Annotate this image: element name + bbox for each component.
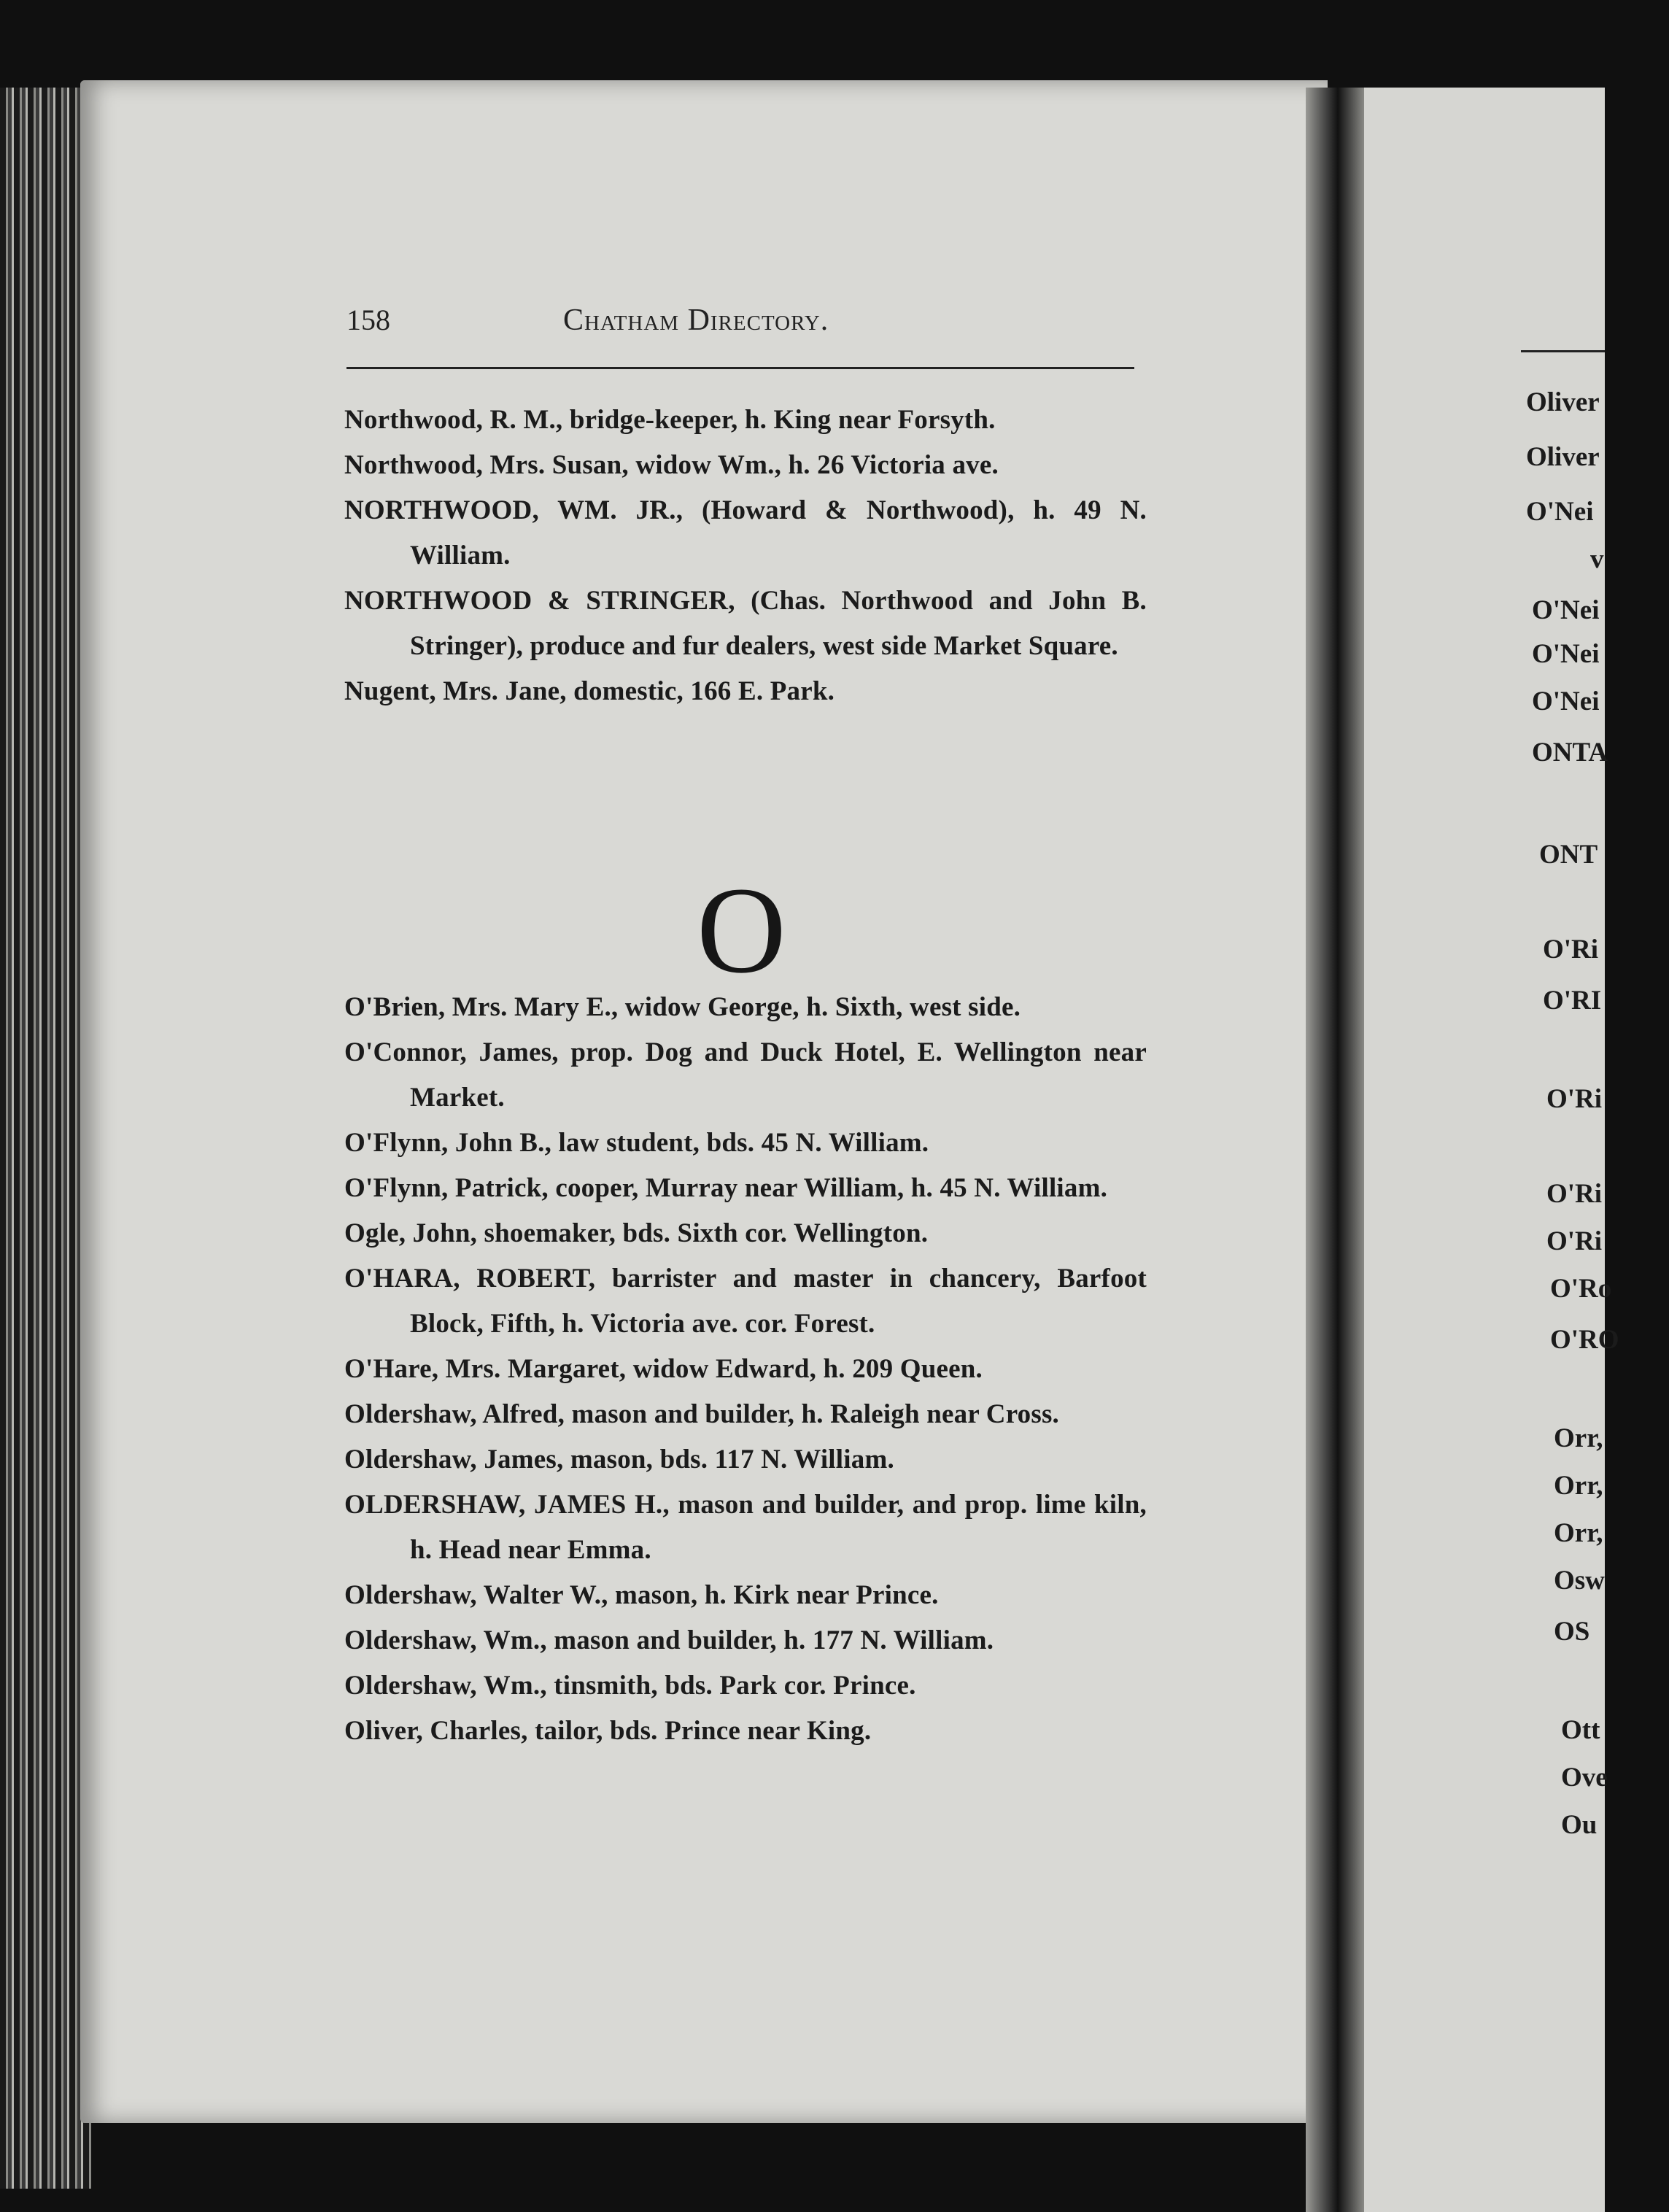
directory-entry: O'HARA, ROBERT, barrister and master in chancery, Barfoot Block, Fifth, h. Victoria ave. cor. Forest. [344, 1264, 1147, 1339]
directory-entry: Oldershaw, Wm., mason and builder, h. 177 N. William. [344, 1625, 994, 1655]
directory-entries-o [344, 985, 1147, 1754]
page-number: 158 [346, 303, 390, 336]
directory-entry: O'Connor, James, prop. Dog and Duck Hotel, E. Wellington near Market. [344, 1037, 1147, 1113]
right-page-fragment: O'Nei [1532, 595, 1600, 625]
directory-entry: Nugent, Mrs. Jane, domestic, 166 E. Park. [344, 676, 835, 706]
right-page-fragment: O'Nei [1532, 639, 1600, 669]
directory-entry: Ogle, John, shoemaker, bds. Sixth cor. Wellington. [344, 1218, 929, 1248]
directory-entry: NORTHWOOD & STRINGER, (Chas. Northwood and John B. Stringer), produce and fur dealers, west side Market Square. [344, 586, 1147, 661]
right-page-fragment: O'Ri [1546, 1179, 1603, 1209]
right-page-fragment: Ott [1561, 1715, 1600, 1745]
directory-entry: NORTHWOOD, WM. JR., (Howard & Northwood), h. 49 N. William. [344, 495, 1147, 571]
directory-entry: Oldershaw, James, mason, bds. 117 N. William. [344, 1445, 894, 1474]
right-page-fragment: O'RI [1543, 986, 1602, 1016]
right-page-rule [1521, 350, 1605, 352]
page-edges [0, 88, 91, 2189]
right-page-fragment: v [1590, 544, 1604, 574]
right-page-fragment: O'RO [1550, 1325, 1619, 1355]
right-page-fragment: O'Ri [1546, 1226, 1603, 1256]
directory-entry: Oliver, Charles, tailor, bds. Prince near King. [344, 1716, 872, 1746]
right-page-fragment: O'Ri [1543, 935, 1599, 964]
right-page-fragment: Orr, [1554, 1471, 1603, 1501]
section-letter: O [697, 862, 786, 999]
right-page-fragment: OS [1554, 1617, 1590, 1647]
right-page-fragment: Oliver [1526, 387, 1600, 417]
directory-entry: Oldershaw, Alfred, mason and builder, h. Raleigh near Cross. [344, 1399, 1059, 1429]
directory-entry: Northwood, Mrs. Susan, widow Wm., h. 26 Victoria ave. [344, 450, 999, 480]
running-title: Chatham Directory. [563, 303, 829, 337]
right-page-fragment: O'Ro [1550, 1274, 1612, 1304]
right-page-fragment: Orr, [1554, 1518, 1603, 1548]
right-page-fragment: ONTA [1532, 738, 1608, 767]
directory-entry: OLDERSHAW, JAMES H., mason and builder, and prop. lime kiln, h. Head near Emma. [344, 1490, 1147, 1565]
right-page-fragment: O'Ri [1546, 1084, 1603, 1114]
directory-entry: Oldershaw, Walter W., mason, h. Kirk near Prince. [344, 1580, 939, 1610]
directory-entry: O'Hare, Mrs. Margaret, widow Edward, h. 209 Queen. [344, 1354, 983, 1384]
right-page-fragment: Ou [1561, 1810, 1598, 1840]
right-page-fragment: O'Nei [1526, 497, 1594, 527]
directory-entry: Oldershaw, Wm., tinsmith, bds. Park cor. Prince. [344, 1671, 916, 1701]
directory-entry: O'Brien, Mrs. Mary E., widow George, h. Sixth, west side. [344, 992, 1021, 1022]
right-page-fragment: Ove [1561, 1763, 1608, 1793]
directory-entry: Northwood, R. M., bridge-keeper, h. King near Forsyth. [344, 405, 996, 435]
right-page-fragment: Oliver [1526, 442, 1600, 472]
directory-entry: O'Flynn, Patrick, cooper, Murray near William, h. 45 N. William. [344, 1173, 1108, 1203]
right-page-fragment: Orr, [1554, 1423, 1603, 1453]
header-rule [346, 367, 1134, 369]
directory-entry: O'Flynn, John B., law student, bds. 45 N. William. [344, 1128, 929, 1158]
book-gutter [1306, 88, 1364, 2212]
directory-entries-n [344, 398, 1147, 714]
right-page-fragment: Osw [1554, 1566, 1605, 1596]
right-page-fragment: O'Nei [1532, 687, 1600, 716]
right-page-fragment: ONT [1539, 840, 1598, 870]
